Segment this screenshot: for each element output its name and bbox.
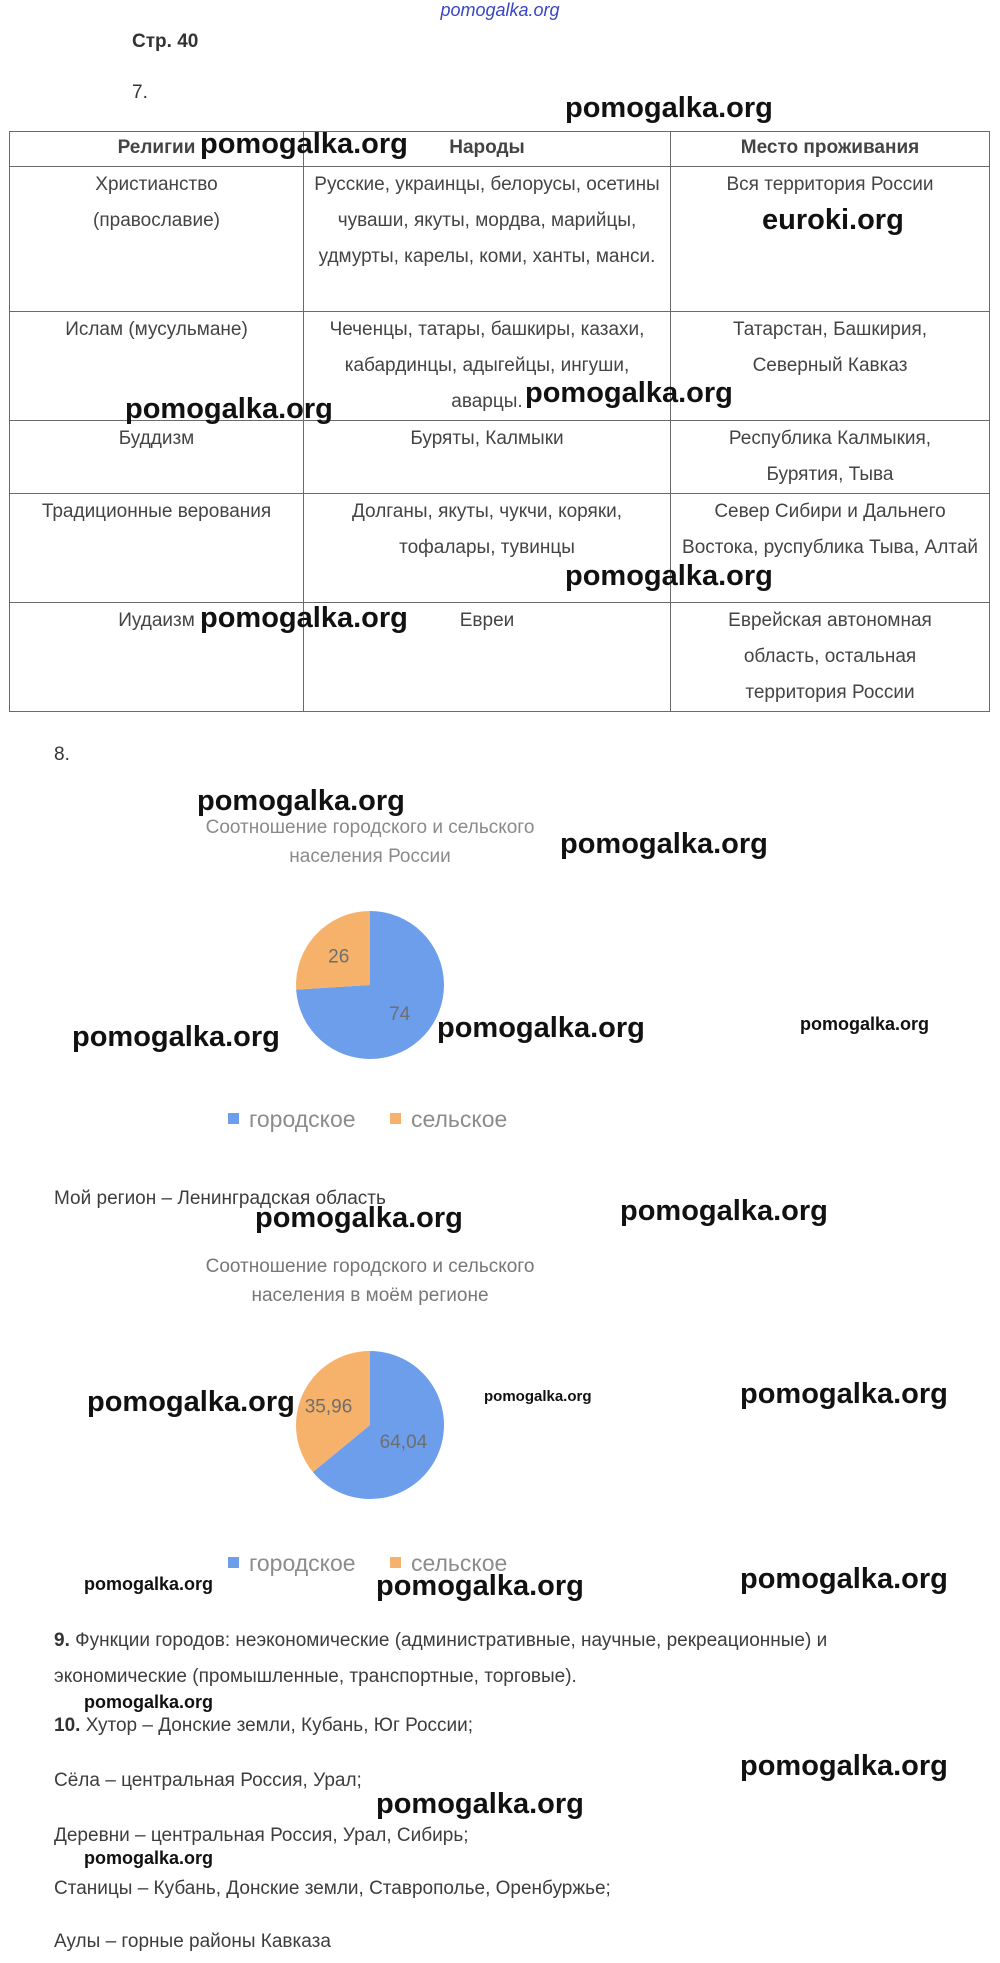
watermark: pomogalka.org [125, 393, 333, 425]
watermark: pomogalka.org [565, 560, 773, 592]
site-header-mark: pomogalka.org [440, 0, 560, 20]
slice-label-rural: 26 [328, 946, 350, 968]
place-cell: Республика Калмыкия, Бурятия, Тыва [671, 421, 990, 494]
column-header-religions: Религии [10, 132, 304, 167]
watermark: euroki.org [762, 204, 904, 236]
watermark: pomogalka.org [560, 828, 768, 860]
watermark: pomogalka.org [197, 785, 405, 817]
column-header-peoples: Народы [304, 132, 671, 167]
legend-item-rural: сельское [390, 1550, 507, 1576]
chart-1-title: Соотношение городского и сельского населения России [205, 817, 535, 867]
task-8-number: 8. [54, 744, 70, 765]
legend-item-urban: городское [228, 1550, 356, 1576]
watermark: pomogalka.org [84, 1848, 214, 1868]
religion-cell: Христианство (православие) [10, 167, 304, 312]
region-line: Мой регион – Ленинградская область [54, 1188, 386, 1209]
watermark: pomogalka.org [72, 1021, 280, 1053]
task-10-number: 10. [54, 1715, 81, 1736]
pie-chart-region [290, 1345, 450, 1505]
task-9-text: Функции городов: неэкономические (административные, научные, рекреационные) и экономические (промышленные, транспортные, торговые). [54, 1630, 828, 1687]
slice-label-urban: 74 [389, 1003, 411, 1025]
settlement-line: Деревни – центральная Россия, Урал, Сибирь; [54, 1825, 469, 1846]
religion-cell: Ислам (мусульмане) [10, 312, 304, 421]
table-header-row [10, 132, 990, 167]
table-row [10, 167, 990, 312]
watermark: pomogalka.org [565, 92, 773, 124]
pie-chart-russia [290, 905, 450, 1065]
peoples-cell: Буряты, Калмыки [304, 421, 671, 494]
task-9 [54, 1623, 854, 1695]
watermark: pomogalka.org [620, 1195, 828, 1227]
religion-cell: Буддизм [10, 421, 304, 494]
chart-2-title: Соотношение городского и сельского населения в моём регионе [205, 1256, 535, 1306]
table-row [10, 603, 990, 712]
watermark: pomogalka.org [255, 1202, 463, 1234]
column-header-place: Место проживания [671, 132, 990, 167]
religion-cell: Традиционные верования [10, 494, 304, 603]
settlement-line: Сёла – центральная Россия, Урал; [54, 1770, 362, 1791]
settlement-line: Хутор – Донские земли, Кубань, Юг России; [85, 1715, 474, 1736]
watermark: pomogalka.org [200, 128, 408, 160]
watermark: pomogalka.org [484, 1388, 592, 1405]
watermark: pomogalka.org [376, 1788, 584, 1820]
watermark: pomogalka.org [200, 602, 408, 634]
peoples-cell: Долганы, якуты, чукчи, коряки, тофалары, тувинцы [304, 494, 671, 603]
task-7-number: 7. [132, 82, 148, 103]
watermark: pomogalka.org [740, 1563, 948, 1595]
place-cell: Вся территория России [671, 167, 990, 312]
watermark: pomogalka.org [437, 1012, 645, 1044]
task-9-number: 9. [54, 1630, 70, 1651]
legend-item-urban: городское [228, 1106, 356, 1132]
watermark: pomogalka.org [87, 1386, 295, 1418]
slice-label-urban: 64,04 [379, 1431, 428, 1453]
watermark: pomogalka.org [740, 1378, 948, 1410]
place-cell: Север Сибири и Дальнего Востока, руспублика Тыва, Алтай [671, 494, 990, 603]
task-10-first [54, 1708, 473, 1744]
settlement-line: Станицы – Кубань, Донские земли, Ставрополье, Оренбуржье; [54, 1878, 611, 1899]
peoples-cell: Чеченцы, татары, башкиры, казахи, кабардинцы, адыгейцы, ингуши, аварцы. [304, 312, 671, 421]
settlement-line: Аулы – горные районы Кавказа [54, 1931, 331, 1952]
watermark: pomogalka.org [84, 1574, 214, 1594]
table-row [10, 421, 990, 494]
watermark: pomogalka.org [800, 1014, 930, 1034]
page-number: Стр. 40 [132, 31, 199, 52]
watermark: pomogalka.org [740, 1750, 948, 1782]
place-cell: Татарстан, Башкирия, Северный Кавказ [671, 312, 990, 421]
slice-label-rural: 35,96 [304, 1396, 353, 1418]
legend-item-rural: сельское [390, 1106, 507, 1132]
watermark: pomogalka.org [525, 377, 733, 409]
place-cell: Еврейская автономная область, остальная территория России [671, 603, 990, 712]
religion-cell: Иудаизм [10, 603, 304, 712]
watermark: pomogalka.org [376, 1570, 584, 1602]
watermark: pomogalka.org [84, 1692, 214, 1712]
table-row [10, 494, 990, 603]
peoples-cell: Евреи [304, 603, 671, 712]
chart-1-legend [228, 1106, 535, 1133]
peoples-cell: Русские, украинцы, белорусы, осетины чуваши, якуты, мордва, марийцы, удмурты, карелы, коми, ханты, манси. [304, 167, 671, 312]
